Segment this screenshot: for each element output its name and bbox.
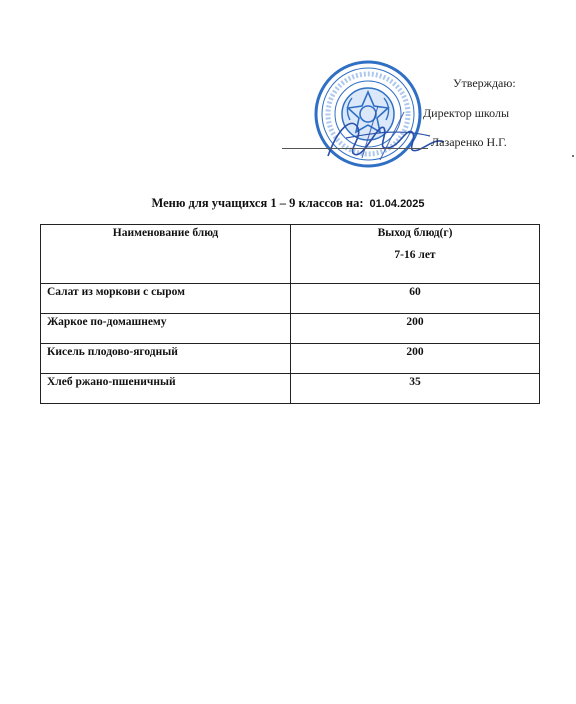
header-yield-label: Выход блюд(г) [377, 227, 453, 239]
table-row [41, 284, 540, 314]
menu-title-text: Меню для учащихся 1 – 9 классов на: [151, 196, 364, 210]
approval-block [0, 0, 576, 180]
table-row [41, 344, 540, 374]
approval-name: Лазаренко Н.Г. [431, 135, 507, 149]
header-dish-name: Наименование блюд [41, 225, 291, 284]
menu-table [40, 224, 540, 404]
header-age-range: 7-16 лет [394, 249, 436, 261]
table-header-row [41, 225, 540, 284]
stray-mark [572, 155, 574, 157]
table-row [41, 314, 540, 344]
menu-date: 01.04.2025 [369, 198, 425, 210]
dish-name: Салат из моркови с сыром [41, 284, 291, 314]
approval-role: Директор школы [423, 106, 510, 120]
dish-yield: 35 [291, 374, 540, 404]
dish-name: Кисель плодово-ягодный [41, 344, 291, 374]
dish-name: Жаркое по-домашнему [41, 314, 291, 344]
dish-yield: 200 [291, 344, 540, 374]
menu-title [0, 196, 576, 211]
table-row [41, 374, 540, 404]
dish-yield: 200 [291, 314, 540, 344]
header-yield [291, 225, 540, 284]
dish-yield: 60 [291, 284, 540, 314]
signature-line [282, 148, 428, 149]
dish-name: Хлеб ржано-пшеничный [41, 374, 291, 404]
approval-title: Утверждаю: [453, 76, 516, 90]
